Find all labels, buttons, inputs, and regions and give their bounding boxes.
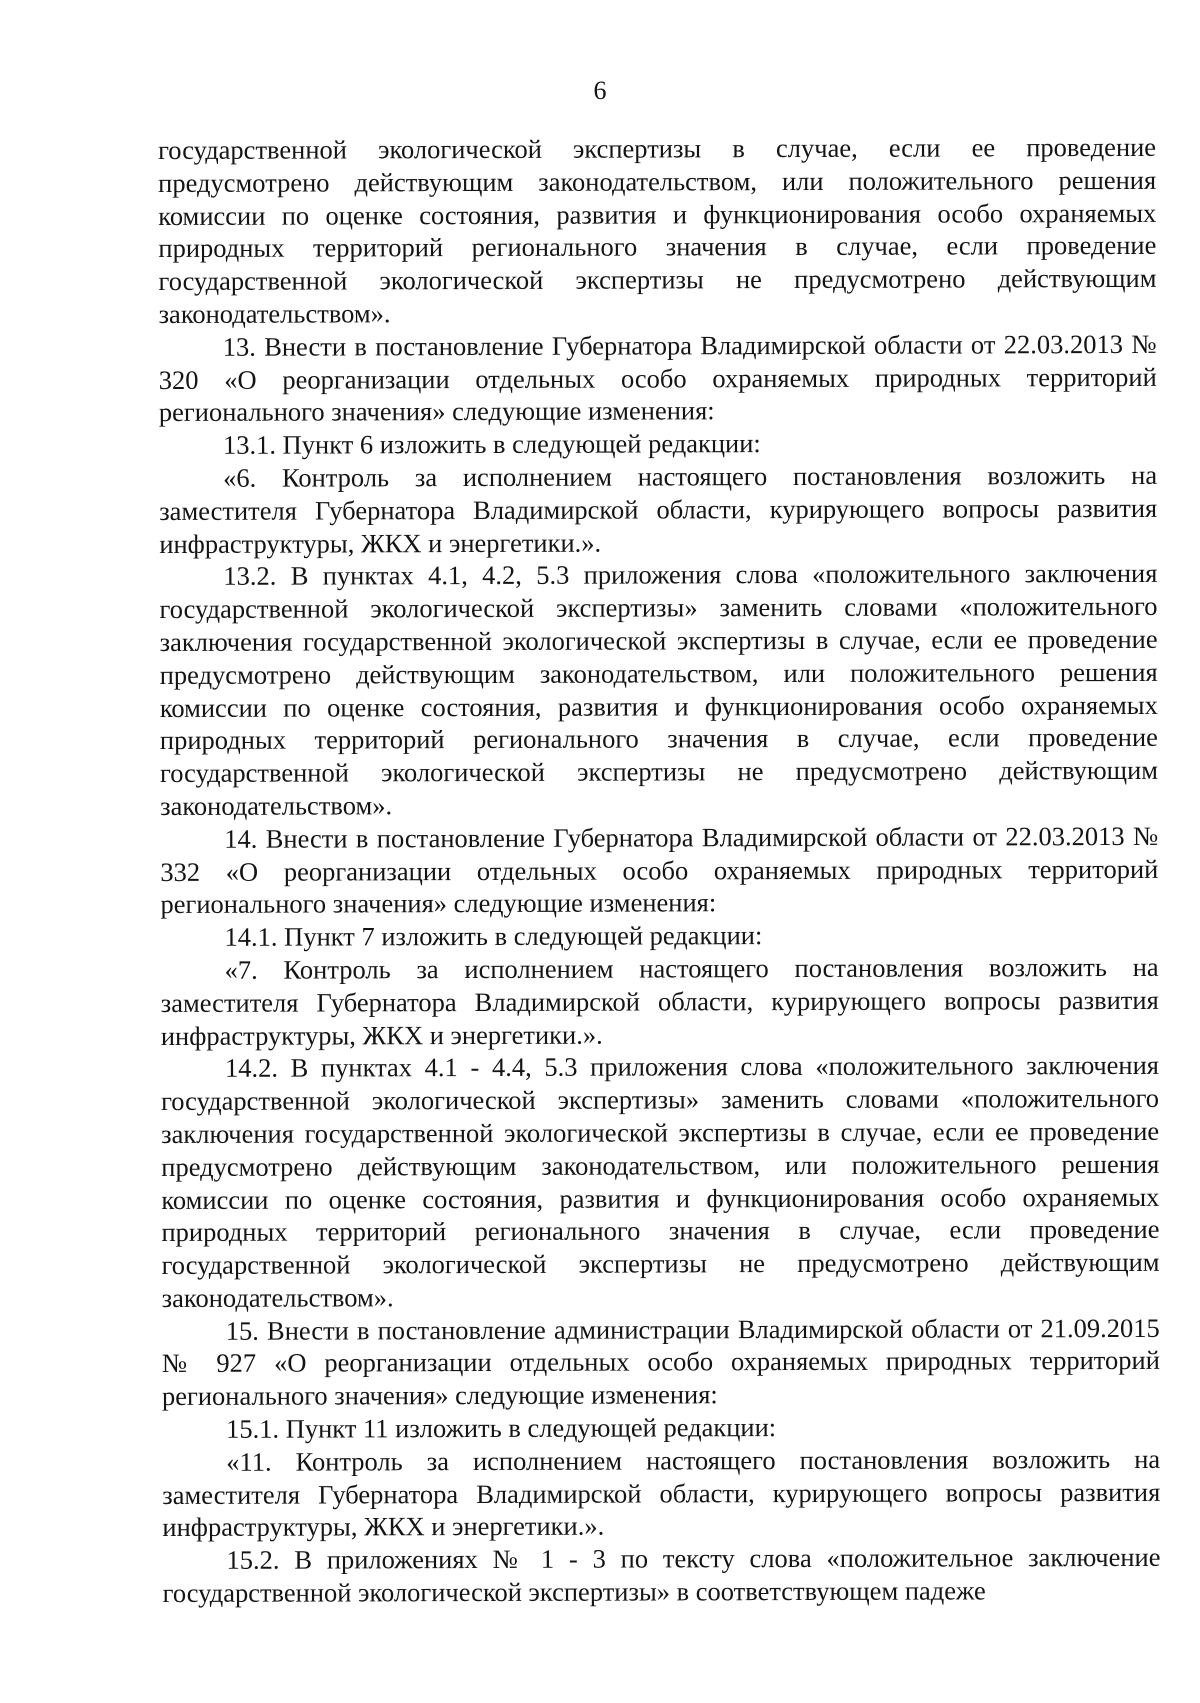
paragraph-continuation: государственной экологической экспертизы в случае, если ее проведение предусмотрено действующим законодательством, или положительного решения комиссии по оценке состояния, развития и функционирования особо охраняемых природных территорий регионального значения в случае, если проведение государственной экологической экспертизы не предусмотрено действующим законодательством». [158, 131, 1157, 329]
paragraph-item-14: 14. Внести в постановление Губернатора Владимирской области от 22.03.2013 № 332 «О реорганизации отдельных особо охраняемых природных территорий регионального значения» следующие изменения: [160, 820, 1159, 920]
paragraph-item-13-2: 13.2. В пунктах 4.1, 4.2, 5.3 приложения слова «положительного заключения государственной экологической экспертизы» заменить словами «положительного заключения государственной экологической экспертизы в случае, если ее проведение предусмотрено действующим законодательством, или положительного решения комиссии по оценке состояния, развития и функционирования особо охраняемых природных территорий регионального значения в случае, если проведение государственной экологической экспертизы не предусмотрено действующим законодательством». [159, 558, 1159, 821]
paragraph-quote-7: «7. Контроль за исполнением настоящего постановления возложить на заместителя Губернатора Владимирской области, курирующего вопросы развития инфраструктуры, ЖКХ и энергетики.». [160, 951, 1159, 1051]
paragraph-item-13-1: 13.1. Пункт 6 изложить в следующей редакции: [222, 428, 761, 460]
paragraph-item-14-2: 14.2. В пунктах 4.1 - 4.4, 5.3 приложения слова «положительного заключения государственной экологической экспертизы» заменить словами «положительного заключения государственной экологической экспертизы в случае, если ее проведение предусмотрено действующим законодательством, или положительного решения комиссии по оценке состояния, развития и функционирования особо охраняемых природных территорий регионального значения в случае, если проведение государственной экологической экспертизы не предусмотрено действующим законодательством». [160, 1050, 1160, 1313]
paragraph-quote-11: «11. Контроль за исполнением настоящего постановления возложить на заместителя Губернатора Владимирской области, курирующего вопросы развития инфраструктуры, ЖКХ и энергетики.». [162, 1443, 1161, 1543]
paragraph-item-15: 15. Внести в постановление администрации Владимирской области от 21.09.2015 № 927 «О реорганизации отдельных особо охраняемых природных территорий регионального значения» следующие изменения: [161, 1312, 1160, 1412]
paragraph-quote-6: «6. Контроль за исполнением настоящего постановления возложить на заместителя Губернатора Владимирской области, курирующего вопросы развития инфраструктуры, ЖКХ и энергетики.». [159, 459, 1158, 559]
paragraph-item-15-1: 15.1. Пункт 11 изложить в следующей редакции: [226, 1412, 777, 1444]
page-number: 6 [593, 76, 607, 105]
document-body [158, 131, 1161, 1610]
paragraph-item-14-1: 14.1. Пункт 7 изложить в следующей редакции: [224, 920, 763, 952]
paragraph-item-15-2: 15.2. В приложениях № 1 - 3 по тексту слова «положительное заключение государственной экологической экспертизы» в соответствующем падеже [162, 1542, 1161, 1609]
paragraph-item-13: 13. Внести в постановление Губернатора Владимирской области от 22.03.2013 № 320 «О реорганизации отдельных особо охраняемых природных территорий регионального значения» следующие изменения: [158, 328, 1157, 428]
